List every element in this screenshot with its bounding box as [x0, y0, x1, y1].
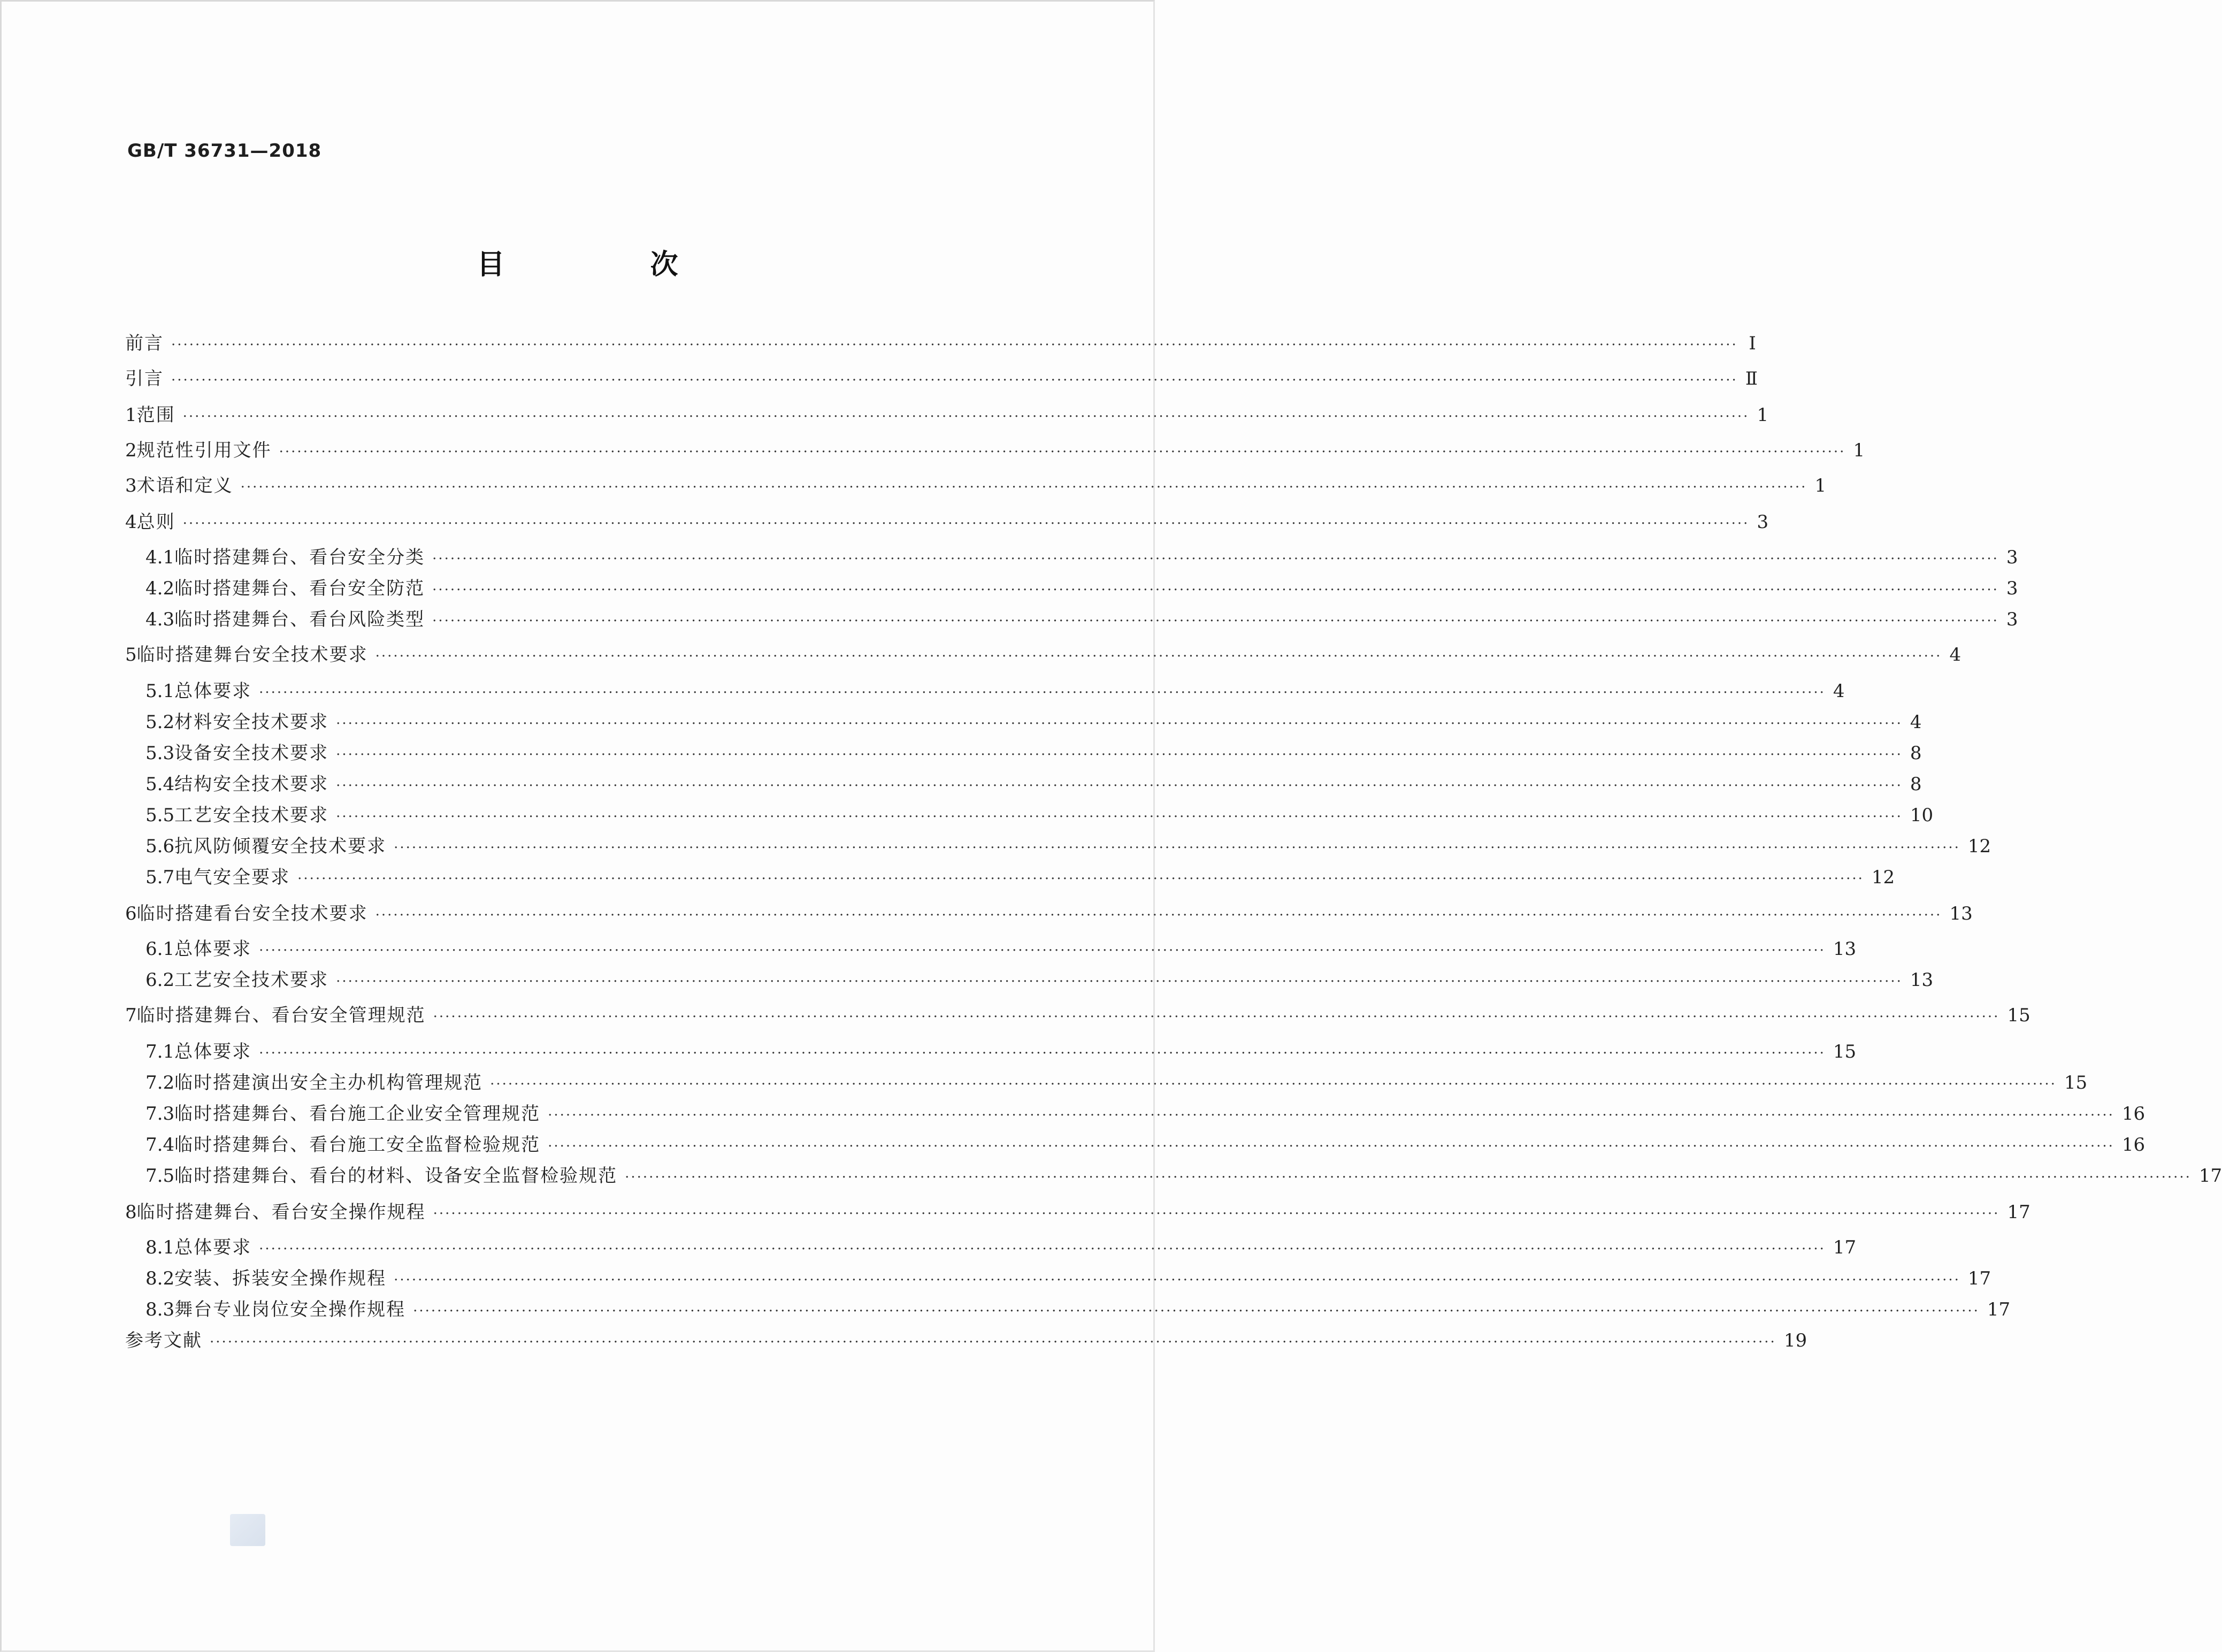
toc-entry-number: 5.7: [145, 867, 175, 888]
toc-entry-page: 8: [1910, 743, 1922, 764]
toc-entry-page: 16: [2121, 1134, 2146, 1156]
toc-entry-number: 4.2: [145, 578, 175, 599]
toc-entry-number: 2: [125, 440, 137, 461]
toc-entry[interactable]: [145, 967, 1934, 993]
toc-entry[interactable]: [145, 678, 1845, 704]
toc-entry-page: 15: [2064, 1072, 2088, 1093]
toc-entry[interactable]: [145, 833, 1991, 859]
toc-entry-page: 19: [1783, 1330, 1807, 1351]
toc-entry[interactable]: [125, 473, 1827, 499]
toc-leader-dots: ····································································································································································································································································: [297, 871, 1864, 887]
toc-entry-label: 结构安全技术要求: [174, 774, 329, 795]
toc-entry-number: 4.1: [145, 547, 175, 568]
toc-entry-label: 临时搭建舞台、看台的材料、设备安全监督检验规范: [174, 1165, 618, 1187]
toc-entry[interactable]: [145, 1163, 2222, 1189]
toc-entry-label: 临时搭建看台安全技术要求: [136, 903, 368, 924]
toc-entry-label: 临时搭建舞台、看台安全操作规程: [136, 1202, 426, 1223]
toc-entry[interactable]: [125, 438, 1865, 463]
toc-entry-number: 7.2: [145, 1072, 175, 1093]
toc-entry-page: 4: [1949, 644, 1962, 666]
toc-entry-number: 4: [125, 511, 137, 533]
toc-title: 目 次: [477, 249, 737, 281]
toc-leader-dots: ····································································································································································································································································: [432, 551, 1999, 567]
toc-entry[interactable]: [145, 1101, 2146, 1127]
toc-entry[interactable]: [125, 402, 1769, 428]
toc-entry-number: 6.2: [145, 969, 175, 991]
toc-entry-page: 1: [1757, 404, 1769, 426]
toc-leader-dots: ····································································································································································································································································: [171, 372, 1738, 388]
toc-leader-dots: ····································································································································································································································································: [394, 1272, 1960, 1288]
toc-entry-label: 术语和定义: [136, 475, 233, 496]
toc-leader-dots: ····································································································································································································································································: [182, 409, 1750, 425]
toc-entry[interactable]: [125, 1328, 1807, 1353]
toc-entry[interactable]: [145, 740, 1922, 766]
toc-leader-dots: ····································································································································································································································································: [375, 907, 1942, 923]
toc-leader-dots: ····································································································································································································································································: [433, 1009, 2000, 1025]
toc-entry[interactable]: [125, 1199, 2031, 1225]
toc-entry[interactable]: [145, 865, 1895, 890]
toc-entry[interactable]: [145, 607, 2018, 632]
toc-entry-page: 3: [2006, 609, 2018, 630]
toc-entry-label: 舞台专业岗位安全操作规程: [174, 1299, 406, 1320]
toc-entry-page: 17: [1833, 1237, 1857, 1258]
toc-entry-page: 16: [2121, 1103, 2146, 1125]
toc-entry-label: 引言: [125, 368, 164, 389]
toc-entry-label: 总体要求: [174, 938, 252, 960]
toc-leader-dots: ····································································································································································································································································: [336, 747, 1903, 763]
toc-entry-page: 12: [1967, 836, 1991, 857]
toc-entry-page: 4: [1910, 712, 1922, 733]
toc-entry[interactable]: [145, 1235, 1857, 1260]
toc-entry-number: 5.6: [145, 836, 175, 857]
toc-entry[interactable]: [145, 771, 1922, 797]
toc-entry-number: 5: [125, 644, 137, 666]
toc-entry-page: 13: [1949, 903, 1973, 924]
toc-entry-label: 安装、拆装安全操作规程: [174, 1268, 387, 1289]
toc-entry[interactable]: [145, 802, 1934, 828]
toc-entry-number: 8: [125, 1202, 137, 1223]
toc-entry-label: 临时搭建演出安全主办机构管理规范: [174, 1072, 483, 1093]
toc-entry[interactable]: [145, 576, 2018, 601]
toc-entry-page: 17: [2007, 1202, 2031, 1223]
toc-entry-label: 前言: [125, 333, 164, 354]
toc-entry-page: 15: [1833, 1041, 1857, 1062]
toc-entry[interactable]: [145, 709, 1922, 735]
toc-leader-dots: ····································································································································································································································································: [336, 716, 1903, 732]
toc-leader-dots: ····································································································································································································································································: [625, 1169, 2192, 1186]
toc-entry[interactable]: [125, 331, 1756, 356]
toc-entry[interactable]: [125, 642, 1962, 668]
toc-entry-number: 8.1: [145, 1237, 175, 1258]
toc-entry-number: 7.1: [145, 1041, 175, 1062]
toc-entry-label: 临时搭建舞台、看台安全防范: [174, 578, 425, 599]
toc-leader-dots: ····································································································································································································································································: [279, 444, 1846, 460]
toc-leader-dots: ····································································································································································································································································: [240, 479, 1807, 495]
toc-entry-number: 5.4: [145, 774, 175, 795]
toc-leader-dots: ····································································································································································································································································: [375, 648, 1942, 664]
toc-entry-page: 3: [2006, 547, 2018, 568]
toc-entry-number: 8.2: [145, 1268, 175, 1289]
toc-entry-number: 7: [125, 1005, 137, 1026]
toc-entry-label: 工艺安全技术要求: [174, 805, 329, 826]
toc-entry-label: 临时搭建舞台、看台风险类型: [174, 609, 425, 630]
toc-entry-page: 1: [1853, 440, 1865, 461]
toc-entry-page: 17: [2198, 1165, 2222, 1187]
toc-leader-dots: ····································································································································································································································································: [210, 1334, 1776, 1350]
toc-entry-page: 17: [1967, 1268, 1991, 1289]
toc-entry-page: 8: [1910, 774, 1922, 795]
toc-entry[interactable]: [125, 366, 1758, 392]
document-code: GB/T 36731—2018: [127, 140, 322, 162]
toc-entry-number: 7.3: [145, 1103, 175, 1125]
toc-entry-label: 抗风防倾覆安全技术要求: [174, 836, 387, 857]
toc-entry-number: 1: [125, 404, 137, 426]
toc-entry-label: 工艺安全技术要求: [174, 969, 329, 991]
toc-entry-label: 电气安全要求: [174, 867, 290, 888]
toc-entry-page: 13: [1910, 969, 1934, 991]
toc-entry-label: 总体要求: [174, 680, 252, 702]
toc-leader-dots: ····································································································································································································································································: [433, 1206, 2000, 1222]
toc-leader-dots: ····································································································································································································································································: [336, 778, 1903, 794]
toc-leader-dots: ····································································································································································································································································: [490, 1076, 2057, 1092]
toc-entry-number: 3: [125, 475, 137, 496]
toc-entry[interactable]: [145, 545, 2018, 570]
toc-entry-label: 临时搭建舞台安全技术要求: [136, 644, 368, 666]
toc-leader-dots: ····································································································································································································································································: [171, 337, 1738, 353]
toc-entry-number: 7.4: [145, 1134, 175, 1156]
toc-entry[interactable]: [145, 1297, 2011, 1322]
toc-leader-dots: ····································································································································································································································································: [259, 1241, 1826, 1257]
toc-leader-dots: ····································································································································································································································································: [394, 840, 1960, 856]
toc-entry-label: 总体要求: [174, 1237, 252, 1258]
toc-entry[interactable]: [145, 1266, 1991, 1291]
toc-entry-page: 12: [1871, 867, 1895, 888]
toc-entry[interactable]: [125, 1003, 2031, 1028]
toc-entry-page: 4: [1833, 680, 1845, 702]
toc-entry-label: 材料安全技术要求: [174, 712, 329, 733]
toc-leader-dots: ····································································································································································································································································: [432, 613, 1999, 629]
toc-entry-page: Ⅰ: [1749, 333, 1756, 354]
toc-leader-dots: ····································································································································································································································································: [259, 685, 1826, 701]
toc-entry-number: 8.3: [145, 1299, 175, 1320]
toc-leader-dots: ····································································································································································································································································: [182, 516, 1750, 532]
toc-entry-label: 临时搭建舞台、看台施工企业安全管理规范: [174, 1103, 541, 1125]
toc-entry-label: 总体要求: [174, 1041, 252, 1062]
toc-leader-dots: ····································································································································································································································································: [259, 943, 1826, 959]
toc-entry-number: 5.2: [145, 712, 175, 733]
toc-leader-dots: ····································································································································································································································································: [336, 809, 1903, 825]
toc-entry-page: 13: [1833, 938, 1857, 960]
toc-entry-number: 4.3: [145, 609, 175, 630]
stamp-mark: [230, 1514, 265, 1546]
toc-entry-page: 15: [2007, 1005, 2031, 1026]
toc-entry[interactable]: [145, 936, 1857, 962]
toc-entry-number: 6: [125, 903, 137, 924]
toc-entry-label: 规范性引用文件: [136, 440, 272, 461]
toc-entry[interactable]: [125, 901, 1973, 927]
toc-entry-label: 设备安全技术要求: [174, 743, 329, 764]
toc-leader-dots: ····································································································································································································································································: [259, 1045, 1826, 1061]
toc-entry[interactable]: [145, 1132, 2146, 1158]
toc-entry-page: 17: [1987, 1299, 2011, 1320]
toc-entry-page: 1: [1814, 475, 1827, 496]
toc-leader-dots: ····································································································································································································································································: [336, 974, 1903, 990]
toc-entry-page: Ⅱ: [1745, 368, 1758, 389]
toc-entry[interactable]: [145, 1070, 2088, 1096]
toc-leader-dots: ····································································································································································································································································: [432, 582, 1999, 598]
toc-entry-page: 3: [2006, 578, 2018, 599]
toc-entry-number: 5.3: [145, 743, 175, 764]
toc-entry-label: 总则: [136, 511, 175, 533]
toc-leader-dots: ····································································································································································································································································: [413, 1303, 1980, 1319]
toc-entry-page: 10: [1910, 805, 1934, 826]
toc-entry[interactable]: [145, 1039, 1857, 1065]
toc-entry-number: 5.1: [145, 680, 175, 702]
toc-leader-dots: ····································································································································································································································································: [548, 1138, 2114, 1154]
toc-entry-number: 5.5: [145, 805, 175, 826]
toc-entry-label: 临时搭建舞台、看台安全分类: [174, 547, 425, 568]
toc-entry-page: 3: [1757, 511, 1769, 533]
toc-entry-number: 7.5: [145, 1165, 175, 1187]
toc-entry-label: 临时搭建舞台、看台安全管理规范: [136, 1005, 426, 1026]
toc-leader-dots: ····································································································································································································································································: [548, 1107, 2114, 1123]
toc-entry-label: 临时搭建舞台、看台施工安全监督检验规范: [174, 1134, 541, 1156]
toc-entry-number: 6.1: [145, 938, 175, 960]
toc-entry-label: 范围: [136, 404, 175, 426]
toc-entry[interactable]: [125, 509, 1769, 535]
toc-entry-label: 参考文献: [125, 1330, 202, 1351]
